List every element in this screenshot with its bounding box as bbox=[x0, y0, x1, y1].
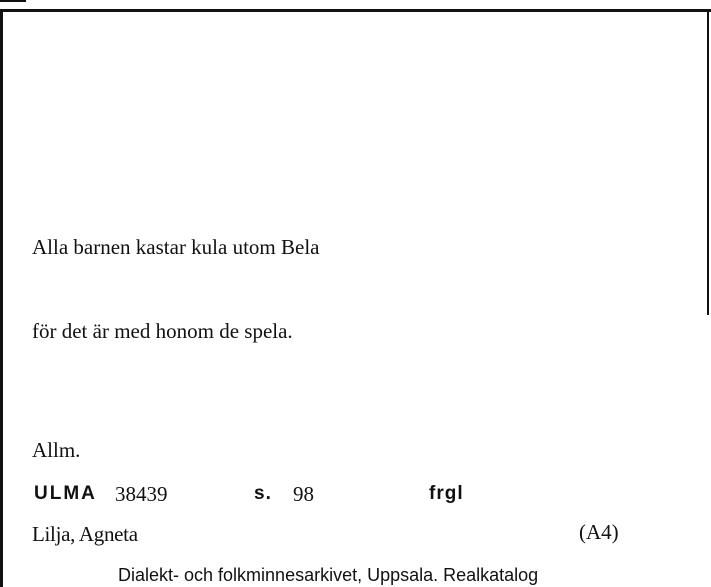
card-border-right bbox=[707, 9, 709, 315]
archive-label: ULMA bbox=[34, 483, 97, 504]
archive-number: 38439 bbox=[115, 482, 168, 506]
page-label: s. bbox=[254, 483, 272, 504]
card-border-top bbox=[0, 9, 711, 12]
verse-line-1: Alla barnen kastar kula utom Bela bbox=[32, 235, 320, 259]
collector-name: Lilja, Agneta bbox=[32, 522, 138, 546]
verse-text bbox=[32, 177, 320, 401]
card-border-left bbox=[0, 9, 3, 587]
page-number: 98 bbox=[293, 482, 314, 506]
format-code: (A4) bbox=[579, 520, 619, 544]
type-code: frgl bbox=[429, 483, 464, 504]
top-rule-stub bbox=[0, 0, 26, 2]
verse-line-2: för det är med honom de spela. bbox=[32, 319, 293, 343]
category-label: Allm. bbox=[32, 438, 81, 462]
archive-footer: Dialekt- och folkminnesarkivet, Uppsala. Realkatalog bbox=[118, 565, 539, 585]
